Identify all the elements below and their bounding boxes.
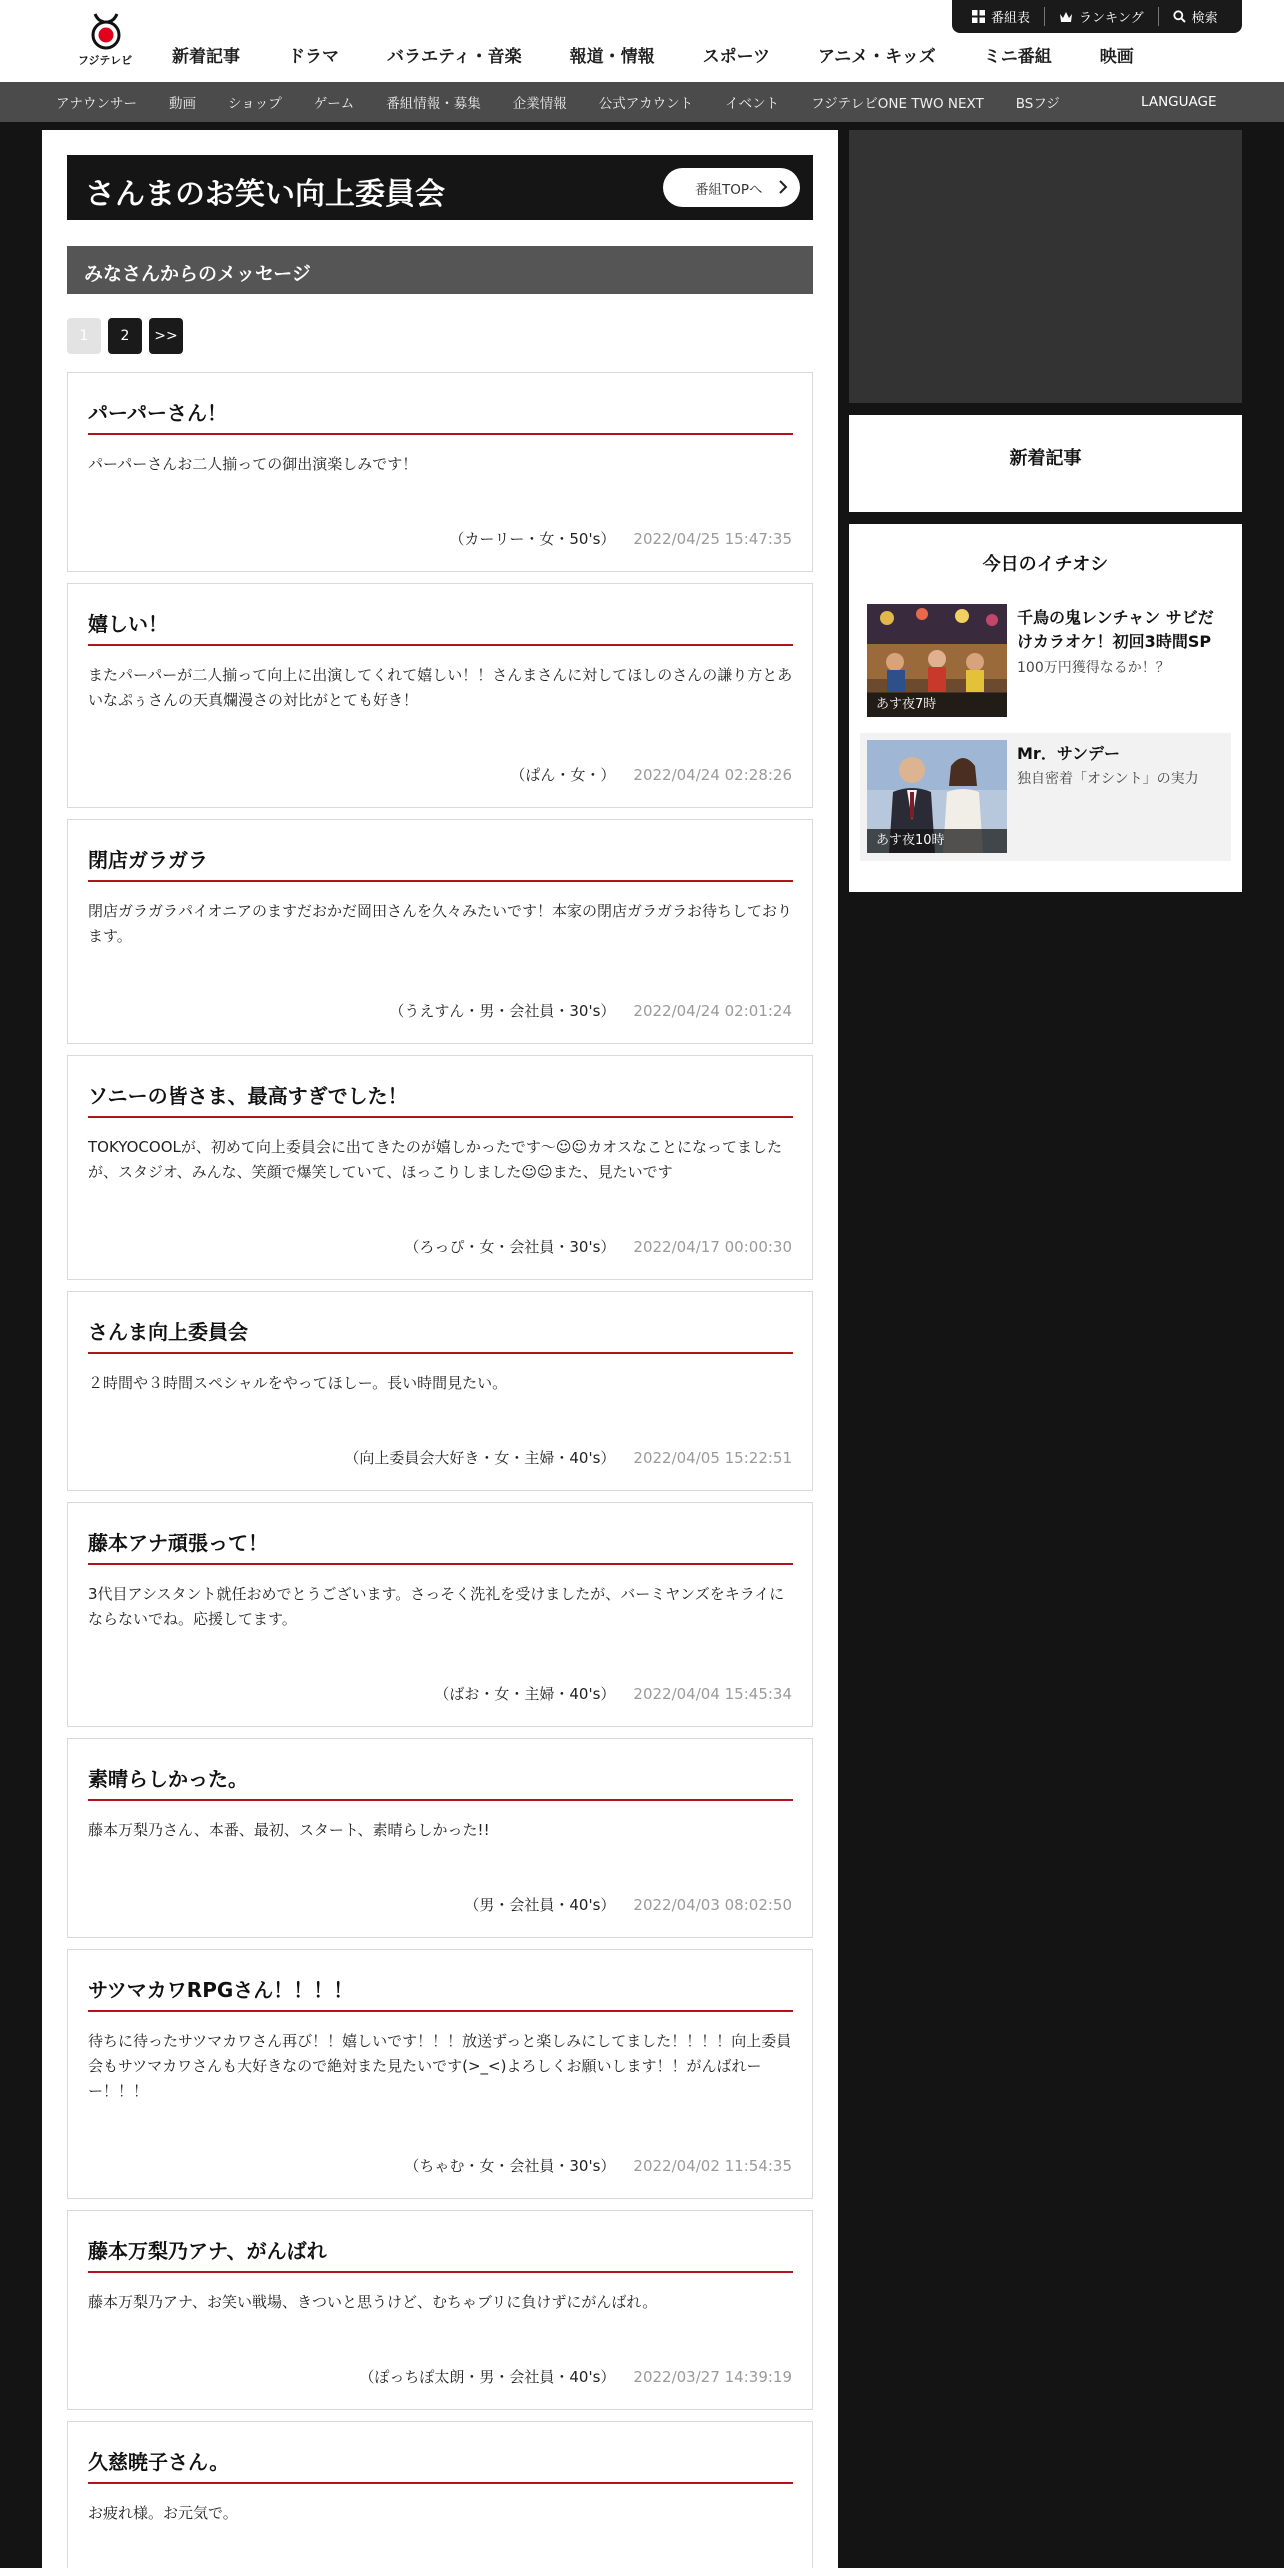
message-footer	[359, 2366, 792, 2387]
message-card	[67, 2421, 813, 2568]
subnav-item-announcer[interactable]: アナウンサー	[56, 96, 137, 112]
pick-title: 千鳥の鬼レンチャン サビだけカラオケ！初回3時間SP	[1017, 608, 1214, 651]
message-title: 閉店ガラガラ	[88, 848, 208, 872]
next-page-button[interactable]: >>	[149, 318, 183, 354]
message-author: （ぱん・女・）	[510, 766, 616, 784]
message-card	[67, 1738, 813, 1938]
subnav-item-event[interactable]: イベント	[725, 96, 780, 112]
nav-item-mini[interactable]: ミニ番組	[983, 47, 1052, 67]
site-header	[0, 0, 1284, 82]
main-content	[42, 130, 838, 2568]
message-title: 久慈暁子さん。	[88, 2450, 230, 2474]
message-date: 2022/04/24 02:28:26	[633, 766, 792, 784]
grid-icon	[972, 10, 985, 23]
message-body: 待ちに待ったサツマカワさん再び！！嬉しいです！！！放送ずっと楽しみにしてました！！！！向上委員会もサツマカワさんも大好きなので絶対また見たいです(>_<)よろしくお願いします！！がんばれーー！！！	[88, 2032, 792, 2100]
todays-pick-box	[849, 524, 1242, 892]
message-title: 素晴らしかった。	[88, 1767, 248, 1791]
message-author: （ろっぴ・女・会社員・30's）	[404, 1238, 616, 1256]
message-title: サツマカワRPGさん！！！！	[88, 1978, 354, 2002]
message-footer	[404, 1236, 792, 1257]
message-title: ソニーの皆さま、最高すぎでした！	[88, 1084, 408, 1108]
message-author: （ぽっちぽ太朗・男・会社員・40's）	[359, 2368, 616, 2386]
message-date: 2022/04/25 15:47:35	[633, 530, 792, 548]
subnav-item-official-accounts[interactable]: 公式アカウント	[598, 96, 694, 112]
program-top-button[interactable]	[663, 168, 800, 207]
program-top-label: 番組TOPへ	[695, 181, 763, 198]
message-author: （ばお・女・主婦・40's）	[434, 1685, 616, 1703]
subnav-item-shop[interactable]: ショップ	[228, 96, 282, 112]
message-body: ２時間や３時間スペシャルをやってほしー。長い時間見たい。	[88, 1374, 508, 1392]
message-card	[67, 583, 813, 808]
pick-title: Mr．サンデー	[1017, 744, 1121, 763]
message-author: （男・会社員・40's）	[464, 1896, 616, 1914]
chevron-right-icon	[778, 179, 788, 195]
subnav-item-corporate[interactable]: 企業情報	[512, 96, 567, 112]
message-author: （うえすん・男・会社員・30's）	[389, 1002, 616, 1020]
message-card	[67, 1291, 813, 1491]
tv-schedule-link[interactable]	[972, 7, 1045, 26]
message-card	[67, 819, 813, 1044]
title-rule	[88, 2010, 793, 2012]
message-date: 2022/04/04 15:45:34	[633, 1685, 792, 1703]
subnav-item-bs-fuji[interactable]: BSフジ	[1015, 96, 1060, 112]
title-rule	[88, 1799, 793, 1801]
pagination	[67, 318, 190, 354]
subnav-item-one-two-next[interactable]: フジテレビONE TWO NEXT	[811, 96, 984, 112]
title-rule	[88, 2482, 793, 2484]
pick-subtitle: 100万円獲得なるか！？	[1017, 660, 1170, 676]
new-articles-title: 新着記事	[1009, 448, 1082, 469]
section-title: みなさんからのメッセージ	[84, 263, 311, 285]
pick-thumbnail	[867, 604, 1007, 717]
pick-subtitle: 独自密着「オシント」の実力	[1017, 771, 1199, 787]
sub-nav	[0, 82, 1284, 122]
message-date: 2022/04/03 08:02:50	[633, 1896, 792, 1914]
message-footer	[389, 1000, 792, 1021]
message-author: （向上委員会大好き・女・主婦・40's）	[344, 1449, 616, 1467]
pick-thumbnail	[867, 740, 1007, 853]
program-title: さんまのお笑い向上委員会	[85, 177, 445, 212]
pick-time-badge: あす夜7時	[867, 693, 1007, 717]
program-title-bar	[67, 155, 813, 220]
new-articles-box	[849, 415, 1242, 512]
message-author: （ちゃむ・女・会社員・30's）	[404, 2157, 616, 2175]
title-rule	[88, 644, 793, 646]
message-footer	[404, 2155, 792, 2176]
crown-icon	[1059, 11, 1073, 23]
message-body: 藤本万梨乃さん、本番、最初、スタート、素晴らしかった!!	[88, 1821, 490, 1839]
message-card	[67, 1055, 813, 1280]
title-rule	[88, 1352, 793, 1354]
title-rule	[88, 433, 793, 435]
message-card	[67, 1502, 813, 1727]
search-icon	[1173, 10, 1186, 23]
ranking-link[interactable]	[1059, 7, 1159, 26]
message-card	[67, 1949, 813, 2199]
ad-banner[interactable]	[849, 130, 1242, 403]
message-footer	[510, 764, 792, 785]
page-1-button: 1	[67, 318, 101, 354]
message-title: さんま向上委員会	[88, 1320, 248, 1344]
nav-item-sports[interactable]: スポーツ	[702, 47, 770, 67]
nav-item-anime[interactable]: アニメ・キッズ	[817, 47, 936, 67]
message-body: またパーパーが二人揃って向上に出演してくれて嬉しい！！さんまさんに対してほしのさんの謙り方とあいなぷぅさんの天真爛漫さの対比がとても好き！	[88, 666, 793, 709]
search-link[interactable]	[1173, 7, 1232, 26]
nav-item-variety[interactable]: バラエティ・音楽	[387, 47, 522, 67]
fujitv-logo[interactable]	[72, 8, 138, 70]
fujitv-eye-logo-icon	[88, 10, 124, 50]
language-link[interactable]: LANGUAGE	[1141, 94, 1217, 110]
message-date: 2022/03/27 14:39:19	[633, 2368, 792, 2386]
page-2-button[interactable]: 2	[108, 318, 142, 354]
search-label: 検索	[1191, 11, 1218, 26]
nav-item-drama[interactable]: ドラマ	[288, 47, 339, 67]
logo-text: フジテレビ	[77, 54, 133, 67]
message-card	[67, 372, 813, 572]
message-author: （カーリー・女・50's）	[449, 530, 616, 548]
subnav-item-video[interactable]: 動画	[169, 96, 196, 112]
message-title: 藤本アナ頑張って！	[88, 1531, 268, 1555]
pick-time-badge: あす夜10時	[867, 829, 1007, 853]
message-date: 2022/04/05 15:22:51	[633, 1449, 792, 1467]
message-card	[67, 2210, 813, 2410]
message-title: パーパーさん！	[88, 401, 227, 425]
tv-schedule-label: 番組表	[991, 11, 1031, 26]
pick-card[interactable]	[860, 597, 1231, 725]
section-header	[67, 246, 813, 294]
message-body: TOKYOCOOLが、初めて向上委員会に出てきたのが嬉しかったです〜☺☺カオスなことになってましたが、スタジオ、みんな、笑顔で爆笑していて、ほっこりしました☺☺また、見たいです	[88, 1138, 782, 1181]
message-date: 2022/04/24 02:01:24	[633, 1002, 792, 1020]
title-rule	[88, 880, 793, 882]
message-date: 2022/04/17 00:00:30	[633, 1238, 792, 1256]
message-footer	[449, 528, 792, 549]
title-rule	[88, 1563, 793, 1565]
message-footer	[464, 1894, 792, 1915]
utility-bar	[952, 0, 1242, 33]
main-nav	[172, 42, 1182, 67]
subnav-item-program-info[interactable]: 番組情報・募集	[386, 96, 481, 112]
nav-item-news[interactable]: 報道・情報	[569, 47, 655, 67]
nav-item-new[interactable]: 新着記事	[172, 47, 240, 67]
message-body: 閉店ガラガラパイオニアのますだおかだ岡田さんを久々みたいです！本家の閉店ガラガラお待ちしております。	[88, 902, 792, 945]
message-title: 藤本万梨乃アナ、がんばれ	[88, 2239, 327, 2263]
subnav-item-game[interactable]: ゲーム	[313, 96, 355, 112]
message-footer	[344, 1447, 792, 1468]
nav-item-movie[interactable]: 映画	[1099, 47, 1134, 67]
message-body: 藤本万梨乃アナ、お笑い戦場、きついと思うけど、むちゃブリに負けずにがんばれ。	[88, 2293, 658, 2311]
todays-pick-title: 今日のイチオシ	[982, 554, 1109, 575]
message-body: 3代目アシスタント就任おめでとうございます。さっそく洗礼を受けましたが、バーミヤンズをキライにならないでね。応援してます。	[88, 1585, 785, 1628]
message-body: お疲れ様。お元気で。	[88, 2504, 238, 2522]
ranking-label: ランキング	[1079, 11, 1144, 26]
message-title: 嬉しい！	[88, 612, 168, 636]
message-footer	[434, 1683, 792, 1704]
message-body: パーパーさんお二人揃っての御出演楽しみです！	[88, 455, 418, 473]
message-date: 2022/04/02 11:54:35	[633, 2157, 792, 2175]
pick-card[interactable]	[860, 733, 1231, 861]
title-rule	[88, 1116, 793, 1118]
title-rule	[88, 2271, 793, 2273]
